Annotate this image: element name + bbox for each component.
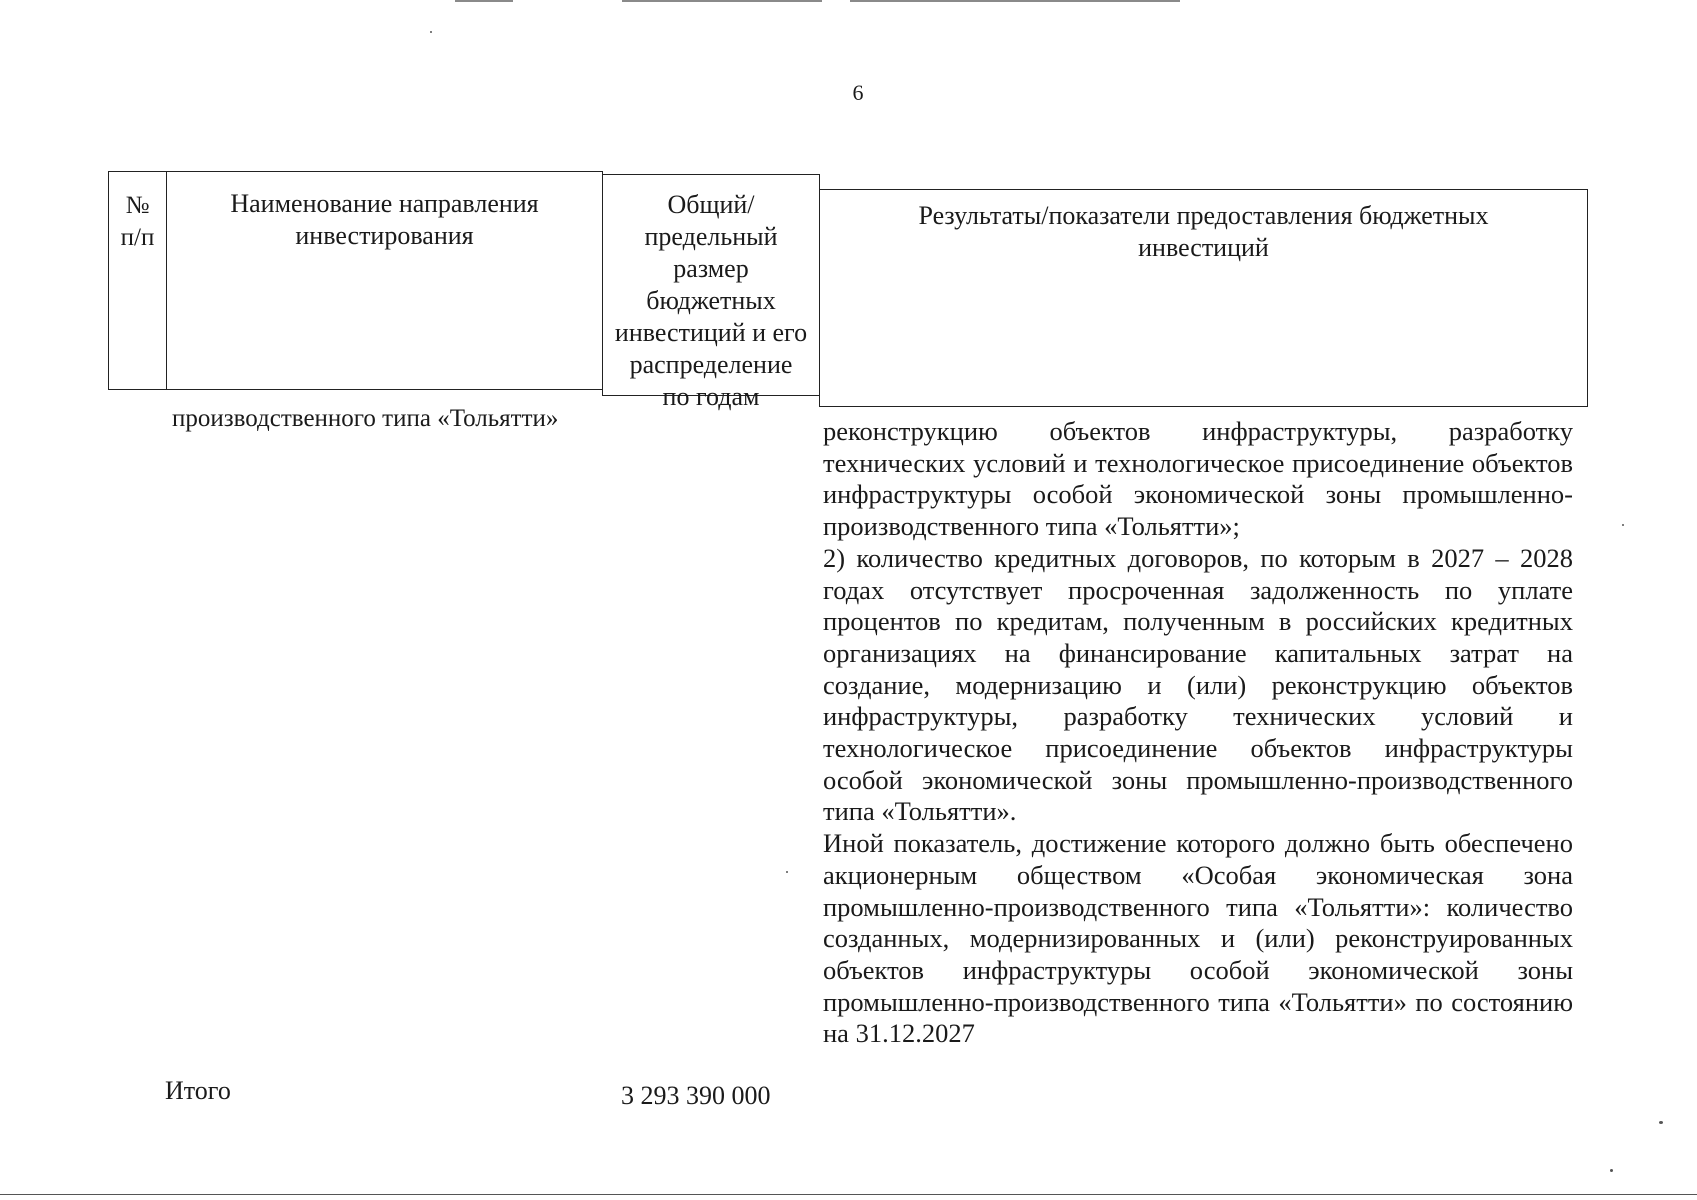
table-header-results: Результаты/показатели предоставления бюджетных инвестиций — [918, 201, 1489, 262]
total-label: Итого — [165, 1076, 231, 1105]
results-paragraph: реконструкцию объектов инфраструктуры, разработку технических условий и технологическое присоединение объектов инфраструктуры особой экономической зоны промышленно-производственного типа «Тольятти»; — [823, 416, 1573, 542]
results-paragraph: Иной показатель, достижение которого должно быть обеспечено акционерным обществом «Особая экономическая зона промышленно-производственного типа «Тольятти»: количество созданных, модернизированных и (или) реконструированных объектов инфраструктуры особой экономической зоны промышленно-производственного типа «Тольятти» по состоянию на 31.12.2027 — [823, 828, 1573, 1049]
direction-name-continuation: производственного типа «Тольятти» — [172, 405, 559, 432]
bottom-edge-line — [0, 1194, 1697, 1195]
table-header-amount-cell — [602, 174, 820, 411]
scan-speck — [786, 871, 788, 873]
table-header-number: № п/п — [120, 192, 155, 251]
results-paragraph: 2) количество кредитных договоров, по которым в 2027 – 2028 годах отсутствует просроченная задолженность по уплате процентов по кредитам, полученным в российских кредитных организациях на финансирование капитальных затрат на создание, модернизацию и (или) реконструкцию объектов инфраструктуры, разработку технических условий и технологическое присоединение объектов инфраструктуры особой экономической зоны промышленно-производственного типа «Тольятти». — [823, 542, 1573, 827]
scan-speck — [430, 31, 432, 33]
scan-speck — [1659, 1121, 1663, 1124]
table-header-number-cell — [108, 171, 167, 390]
table-header-name-cell — [166, 171, 603, 390]
top-edge-line — [850, 0, 1180, 2]
total-amount: 3 293 390 000 — [621, 1081, 771, 1110]
scan-speck — [1610, 1169, 1613, 1172]
table-header-results-cell — [819, 189, 1588, 407]
top-edge-line — [622, 0, 822, 2]
scan-speck — [1622, 524, 1624, 526]
table-header-name: Наименование направления инвестирования — [230, 189, 539, 250]
page-number: 6 — [852, 80, 864, 105]
top-edge-line — [455, 0, 513, 2]
results-text-block — [823, 416, 1573, 1050]
table-header-amount: Общий/предельный размер бюджетных инвестиций и его распределение по годам — [614, 190, 808, 411]
